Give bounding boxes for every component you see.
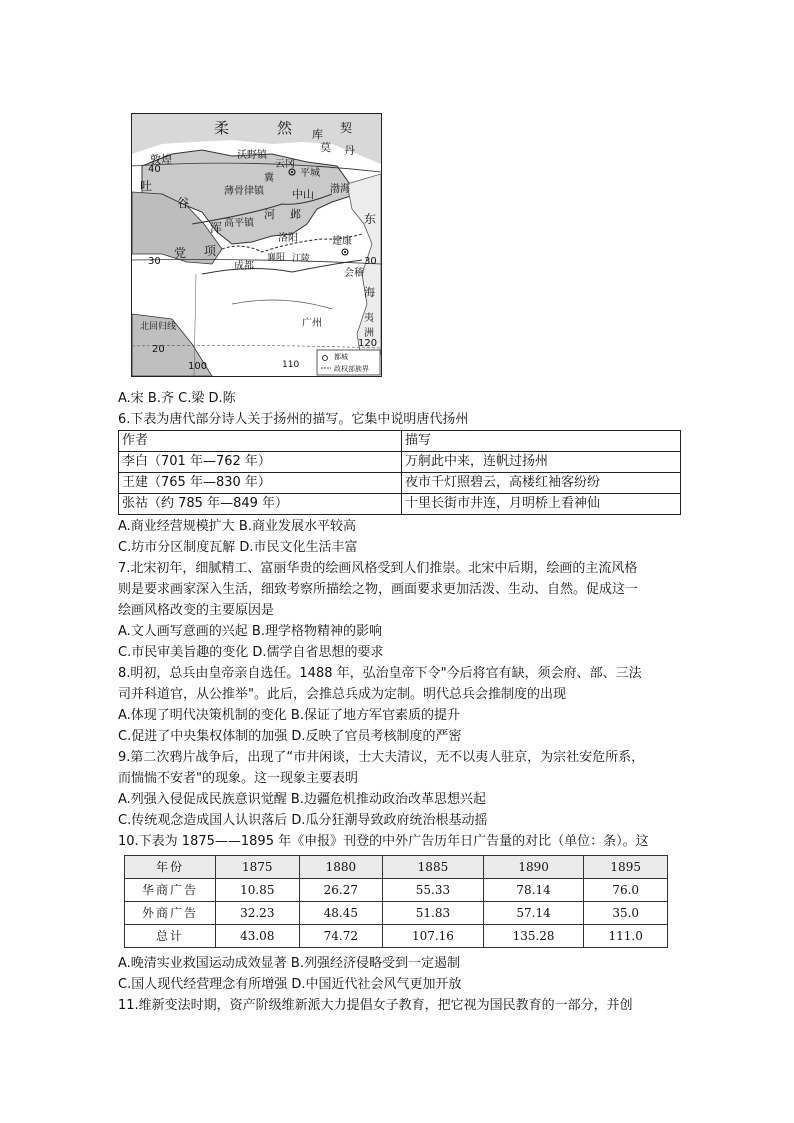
table-row (125, 925, 668, 948)
map-label: 中山 (292, 188, 314, 201)
q6-table (118, 430, 681, 515)
q7-stem-line-3: 绘画风格改变的主要原因是 (118, 603, 275, 618)
map-label: 夷 (364, 313, 374, 324)
map-label: 浑 (210, 221, 223, 235)
q6-options-1: A.商业经营规模扩大 B.商业发展水平较高 (118, 519, 356, 534)
map-label: 海 (364, 286, 375, 299)
map-label: 库 (312, 128, 323, 141)
map-label: 沃野镇 (237, 150, 267, 161)
table-cell: 十里长街市井连，月明桥上看神仙 (402, 494, 681, 515)
map-legend-border: 政权部族界 (334, 365, 369, 373)
map-label: 北回归线 (140, 322, 177, 332)
map-label: 洲 (364, 328, 374, 339)
map-label: 襄阳 (267, 253, 286, 263)
table-cell: 48.45 (299, 902, 383, 925)
map-number: 100 (188, 361, 208, 372)
map-label: 河 (264, 208, 275, 221)
map-label: 平城 (300, 168, 320, 179)
table-header-cell: 1890 (483, 856, 584, 879)
map-label: 洛阳 (278, 233, 298, 244)
table-cell: 35.0 (584, 902, 668, 925)
map-label: 云冈 (275, 159, 295, 170)
map-number: 20 (152, 344, 165, 355)
q8-stem-line-1: 8.明初，总兵由皇帝亲自选任。1488 年，弘治皇帝下令"今后将官有缺，须会府、部、三法 (118, 666, 642, 681)
q7-options-1: A.文人画写意画的兴起 B.理学格物精神的影响 (118, 624, 382, 639)
map-label: 项 (204, 244, 217, 258)
table-cell: 夜市千灯照碧云，高楼红袖客纷纷 (402, 473, 681, 494)
table-cell: 43.08 (216, 925, 300, 948)
q7-options-2: C.市民审美旨趣的变化 D.儒学自省思想的要求 (118, 645, 384, 660)
table-row (119, 494, 681, 515)
table-cell: 张祜（约 785 年—849 年） (119, 494, 402, 515)
table-cell: 10.85 (216, 879, 300, 902)
table-cell: 107.16 (383, 925, 484, 948)
map-label: 谷 (177, 196, 190, 210)
q10-options-1: A.晚清实业救国运动成效显著 B.列强经济侵略受到一定遏制 (118, 956, 460, 971)
table-cell: 111.0 (584, 925, 668, 948)
map-label: 薄骨律镇 (224, 186, 264, 197)
map-label: 莫 (320, 141, 331, 154)
map-legend-capital: 都城 (334, 353, 348, 361)
table-row (125, 902, 668, 925)
table-cell: 135.28 (483, 925, 584, 948)
table-cell: 万舸此中来，连帆过扬州 (402, 452, 681, 473)
table-header-cell: 描写 (402, 431, 681, 452)
q8-options-1: A.体现了明代决策机制的变化 B.保证了地方军官素质的提升 (118, 708, 460, 723)
q6-stem: 6.下表为唐代部分诗人关于扬州的描写。它集中说明唐代扬州 (118, 412, 469, 427)
map-number: 40 (148, 164, 161, 175)
q8-options-2: C.促进了中央集权体制的加强 D.反映了官员考核制度的严密 (118, 729, 462, 744)
table-row (119, 452, 681, 473)
map-number: 30 (148, 256, 161, 267)
table-cell: 总计 (125, 925, 216, 948)
q9-options-1: A.列强入侵促成民族意识觉醒 B.边疆危机推动政治改革思想兴起 (118, 792, 486, 807)
table-header-cell: 作者 (119, 431, 402, 452)
table-row (125, 856, 668, 879)
table-row (119, 473, 681, 494)
q9-stem-line-2: 而惴惴不安者"的现象。这一现象主要表明 (118, 771, 358, 786)
map-label: 柔 (214, 119, 230, 137)
map-label: 然 (277, 119, 293, 137)
map-label: 高平镇 (224, 218, 254, 229)
q6-options-2: C.坊市分区制度瓦解 D.市民文化生活丰富 (118, 540, 358, 555)
table-cell: 32.23 (216, 902, 300, 925)
table-cell: 55.33 (383, 879, 484, 902)
map-number: 120 (358, 338, 378, 349)
q9-stem-line-1: 9.第二次鸦片战争后，出现了“市井闲谈，士大夫清议，无不以夷人驻京，为宗社安危所系， (118, 750, 645, 765)
table-row (125, 879, 668, 902)
map-label: 丹 (344, 144, 355, 157)
table-cell: 78.14 (483, 879, 584, 902)
map-label: 渤海 (330, 184, 350, 195)
table-header-cell: 年份 (125, 856, 216, 879)
map-number: 110 (282, 360, 300, 370)
q10-options-2: C.国人现代经营理念有所增强 D.中国近代社会风气更加开放 (118, 977, 462, 992)
map-label: 吐 (140, 179, 153, 193)
table-header-cell: 1885 (383, 856, 484, 879)
map-label: 江陵 (292, 254, 311, 264)
map-label: 会稽 (344, 268, 364, 279)
map-label: 敦煌 (150, 153, 172, 166)
q5-options: A.宋 B.齐 C.梁 D.陈 (118, 391, 236, 406)
map-label: 广州 (302, 318, 322, 329)
q11-stem: 11.维新变法时期，资产阶级维新派大力提倡女子教育，把它视为国民教育的一部分，并创 (118, 998, 633, 1013)
table-cell: 76.0 (584, 879, 668, 902)
table-header-cell: 1880 (299, 856, 383, 879)
table-cell: 57.14 (483, 902, 584, 925)
map-number: 30 (364, 256, 377, 267)
map-label: 成都 (234, 261, 254, 272)
map-label: 建康 (332, 236, 352, 247)
map-label: 冀 (264, 173, 274, 184)
table-cell: 王建（765 年—830 年） (119, 473, 402, 494)
table-cell: 华商广告 (125, 879, 216, 902)
table-header-cell: 1875 (216, 856, 300, 879)
table-row (119, 431, 681, 452)
map-label: 东 (364, 212, 377, 226)
table-header-cell: 1895 (584, 856, 668, 879)
table-cell: 外商广告 (125, 902, 216, 925)
table-cell: 26.27 (299, 879, 383, 902)
map-label: 党 (174, 246, 187, 260)
q8-stem-line-2: 司并科道官，从公推举"。此后，会推总兵成为定制。明代总兵会推制度的出现 (118, 687, 566, 702)
q7-stem-line-1: 7.北宋初年，细腻精工、富丽华贵的绘画风格受到人们推崇。北宋中后期，绘画的主流风格 (118, 561, 638, 576)
map-label: 契 (340, 121, 353, 135)
q7-stem-line-2: 则是要求画家深入生活，细致考察所描绘之物，画面要求更加活泼、生动、自然。促成这一 (118, 582, 639, 597)
table-cell: 51.83 (383, 902, 484, 925)
table-cell: 74.72 (299, 925, 383, 948)
q10-stem: 10.下表为 1875——1895 年《申报》刊登的中外广告历年日广告量的对比（单位：条）。这 (118, 834, 649, 849)
historical-map (131, 113, 382, 377)
table-cell: 李白（701 年—762 年） (119, 452, 402, 473)
q9-options-2: C.传统观念造成国人认识落后 D.瓜分狂潮导致政府统治根基动摇 (118, 813, 488, 828)
map-label: 邺 (290, 208, 301, 221)
q10-table (124, 855, 668, 948)
